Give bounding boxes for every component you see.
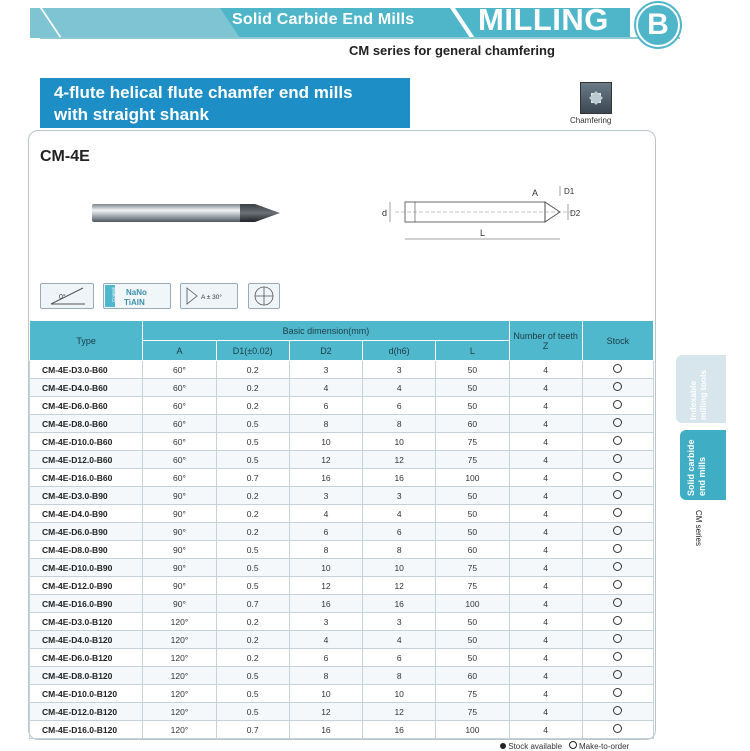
cell-d2: 3	[289, 487, 362, 505]
cell-teeth: 4	[509, 577, 582, 595]
cell-a: 120°	[143, 613, 216, 631]
cell-stock	[582, 361, 653, 379]
cell-d1: 0.5	[216, 685, 289, 703]
cell-stock	[582, 415, 653, 433]
cell-l: 50	[436, 361, 509, 379]
drawing-label-d: d	[382, 208, 388, 218]
cell-d1: 0.5	[216, 415, 289, 433]
cell-d: 10	[363, 433, 436, 451]
cell-teeth: 4	[509, 559, 582, 577]
cell-teeth: 4	[509, 649, 582, 667]
cell-type: CM-4E-D12.0-B60	[30, 451, 143, 469]
cell-l: 60	[436, 667, 509, 685]
cell-d1: 0.5	[216, 433, 289, 451]
cell-teeth: 4	[509, 541, 582, 559]
chamfering-icon	[580, 82, 612, 114]
cell-l: 50	[436, 523, 509, 541]
cell-d: 10	[363, 559, 436, 577]
cell-d2: 8	[289, 667, 362, 685]
make-to-order-icon	[613, 634, 622, 643]
cell-type: CM-4E-D12.0-B90	[30, 577, 143, 595]
cell-d2: 12	[289, 451, 362, 469]
make-to-order-icon	[613, 580, 622, 589]
cell-type: CM-4E-D16.0-B60	[30, 469, 143, 487]
table-row	[30, 559, 654, 577]
cell-stock	[582, 523, 653, 541]
cell-a: 90°	[143, 505, 216, 523]
tolerance-icon	[180, 283, 238, 309]
make-to-order-icon	[613, 670, 622, 679]
cell-stock	[582, 379, 653, 397]
table-row	[30, 577, 654, 595]
cell-teeth: 4	[509, 487, 582, 505]
cell-type: CM-4E-D16.0-B120	[30, 721, 143, 739]
cell-teeth: 4	[509, 595, 582, 613]
cell-teeth: 4	[509, 379, 582, 397]
make-to-order-icon	[613, 688, 622, 697]
cell-teeth: 4	[509, 469, 582, 487]
coating-tialn-text: TiAlN	[124, 298, 145, 307]
cell-stock	[582, 433, 653, 451]
cell-d: 8	[363, 541, 436, 559]
cell-teeth: 4	[509, 667, 582, 685]
cell-stock	[582, 667, 653, 685]
cell-type: CM-4E-D6.0-B60	[30, 397, 143, 415]
table-row	[30, 667, 654, 685]
cell-d2: 4	[289, 505, 362, 523]
cell-d: 16	[363, 721, 436, 739]
cell-a: 90°	[143, 559, 216, 577]
header-a: A	[143, 341, 216, 361]
cell-type: CM-4E-D4.0-B60	[30, 379, 143, 397]
cell-a: 120°	[143, 721, 216, 739]
banner-line1: 4-flute helical flute chamfer end mills	[54, 83, 353, 102]
table-row	[30, 595, 654, 613]
cell-d1: 0.2	[216, 379, 289, 397]
spec-table	[29, 320, 654, 739]
cell-a: 60°	[143, 361, 216, 379]
cell-type: CM-4E-D3.0-B90	[30, 487, 143, 505]
side-series-label: CM series	[694, 510, 703, 547]
cell-a: 90°	[143, 541, 216, 559]
table-row	[30, 469, 654, 487]
make-to-order-icon	[613, 382, 622, 391]
cell-d2: 10	[289, 685, 362, 703]
coating-icon	[103, 283, 171, 309]
cell-d1: 0.7	[216, 721, 289, 739]
header-title: Solid Carbide End Mills	[232, 11, 415, 28]
header-teeth: Number of teeth Z	[509, 321, 582, 361]
cell-type: CM-4E-D10.0-B60	[30, 433, 143, 451]
cell-d: 3	[363, 613, 436, 631]
make-to-order-icon	[613, 526, 622, 535]
cell-stock	[582, 595, 653, 613]
cell-d2: 6	[289, 649, 362, 667]
cell-d1: 0.7	[216, 469, 289, 487]
header-basic-dimension: Basic dimension(mm)	[143, 321, 509, 341]
cell-l: 100	[436, 595, 509, 613]
header-d2: D2	[289, 341, 362, 361]
cell-d: 16	[363, 595, 436, 613]
cell-a: 120°	[143, 649, 216, 667]
coating-side-text: Coated	[111, 287, 116, 302]
cell-teeth: 4	[509, 685, 582, 703]
cell-type: CM-4E-D16.0-B90	[30, 595, 143, 613]
table-row	[30, 379, 654, 397]
cell-stock	[582, 649, 653, 667]
cell-a: 90°	[143, 523, 216, 541]
tolerance-value: A ± 30°	[201, 294, 222, 301]
drawing-label-l: L	[480, 228, 486, 238]
cell-d: 12	[363, 703, 436, 721]
cell-l: 50	[436, 487, 509, 505]
cell-a: 120°	[143, 703, 216, 721]
cell-l: 75	[436, 451, 509, 469]
drawing-label-a: A	[532, 188, 539, 198]
table-row	[30, 613, 654, 631]
cell-d: 6	[363, 649, 436, 667]
cell-l: 75	[436, 703, 509, 721]
cell-a: 60°	[143, 415, 216, 433]
cell-teeth: 4	[509, 523, 582, 541]
cell-d2: 6	[289, 523, 362, 541]
spec-table-body	[30, 361, 654, 739]
cell-d1: 0.5	[216, 703, 289, 721]
cell-a: 120°	[143, 685, 216, 703]
model-name: CM-4E	[40, 148, 90, 165]
make-to-order-icon	[613, 400, 622, 409]
cell-stock	[582, 613, 653, 631]
cell-stock	[582, 451, 653, 469]
make-to-order-icon	[613, 544, 622, 553]
cell-d1: 0.5	[216, 541, 289, 559]
cell-teeth: 4	[509, 703, 582, 721]
cell-d1: 0.5	[216, 451, 289, 469]
cell-teeth: 4	[509, 415, 582, 433]
cell-type: CM-4E-D3.0-B60	[30, 361, 143, 379]
table-row	[30, 649, 654, 667]
table-row	[30, 487, 654, 505]
stock-available-icon	[500, 743, 506, 749]
cell-d: 6	[363, 397, 436, 415]
table-row	[30, 523, 654, 541]
cell-type: CM-4E-D8.0-B120	[30, 667, 143, 685]
cell-d: 8	[363, 667, 436, 685]
four-flute-icon	[248, 283, 280, 309]
banner-line2: with straight shank	[54, 105, 209, 124]
cell-type: CM-4E-D8.0-B60	[30, 415, 143, 433]
cell-stock	[582, 685, 653, 703]
cell-stock	[582, 469, 653, 487]
cell-l: 50	[436, 505, 509, 523]
cell-stock	[582, 559, 653, 577]
cell-d2: 10	[289, 433, 362, 451]
cell-stock	[582, 541, 653, 559]
cell-a: 90°	[143, 595, 216, 613]
make-to-order-icon	[569, 741, 577, 749]
cell-a: 120°	[143, 667, 216, 685]
table-row	[30, 703, 654, 721]
side-tab-indexable-label: Indexable milling tools	[688, 369, 708, 420]
cell-d: 10	[363, 685, 436, 703]
cell-d: 4	[363, 379, 436, 397]
make-to-order-icon	[613, 508, 622, 517]
cell-stock	[582, 487, 653, 505]
make-to-order-icon	[613, 706, 622, 715]
cell-type: CM-4E-D4.0-B120	[30, 631, 143, 649]
helix-angle-value: 0°	[59, 294, 66, 301]
cell-d2: 4	[289, 631, 362, 649]
cell-l: 60	[436, 415, 509, 433]
cell-a: 60°	[143, 397, 216, 415]
chamfering-label: Chamfering	[570, 116, 612, 125]
cell-type: CM-4E-D10.0-B120	[30, 685, 143, 703]
cell-teeth: 4	[509, 451, 582, 469]
cell-stock	[582, 505, 653, 523]
cell-d2: 4	[289, 379, 362, 397]
stock-available-label: Stock available	[508, 742, 563, 751]
cell-type: CM-4E-D6.0-B120	[30, 649, 143, 667]
make-to-order-icon	[613, 562, 622, 571]
cell-type: CM-4E-D4.0-B90	[30, 505, 143, 523]
cell-l: 75	[436, 577, 509, 595]
table-row	[30, 397, 654, 415]
drawing-label-d1: D1	[564, 187, 575, 196]
cell-d: 3	[363, 487, 436, 505]
cell-type: CM-4E-D3.0-B120	[30, 613, 143, 631]
header-category: MILLING	[478, 2, 609, 37]
cell-l: 50	[436, 397, 509, 415]
make-to-order-icon	[613, 454, 622, 463]
table-row	[30, 451, 654, 469]
cell-type: CM-4E-D12.0-B120	[30, 703, 143, 721]
cell-type: CM-4E-D8.0-B90	[30, 541, 143, 559]
cell-a: 60°	[143, 379, 216, 397]
make-to-order-icon	[613, 490, 622, 499]
cell-teeth: 4	[509, 433, 582, 451]
header-d: d(h6)	[363, 341, 436, 361]
cell-a: 60°	[143, 451, 216, 469]
cell-d1: 0.2	[216, 397, 289, 415]
make-to-order-icon	[613, 364, 622, 373]
cell-d2: 16	[289, 595, 362, 613]
cell-l: 50	[436, 613, 509, 631]
cell-d1: 0.2	[216, 613, 289, 631]
header-subtitle: CM series for general chamfering	[349, 43, 555, 58]
table-row	[30, 505, 654, 523]
product-banner-text	[54, 82, 414, 126]
make-to-order-label: Make-to-order	[578, 742, 630, 751]
cell-d1: 0.2	[216, 523, 289, 541]
cell-l: 60	[436, 541, 509, 559]
cell-a: 90°	[143, 577, 216, 595]
cell-d2: 12	[289, 577, 362, 595]
cell-d1: 0.5	[216, 577, 289, 595]
make-to-order-icon	[613, 652, 622, 661]
cell-d2: 3	[289, 361, 362, 379]
header-type: Type	[30, 321, 143, 361]
helix-angle-icon	[40, 283, 94, 309]
cell-l: 100	[436, 469, 509, 487]
table-row	[30, 433, 654, 451]
cell-d1: 0.5	[216, 559, 289, 577]
side-tab-solid-carbide-label: Solid carbide end mills	[686, 439, 707, 496]
table-row	[30, 721, 654, 739]
cell-d2: 12	[289, 703, 362, 721]
cell-d1: 0.2	[216, 649, 289, 667]
make-to-order-icon	[613, 436, 622, 445]
header-l: L	[436, 341, 509, 361]
cell-d1: 0.2	[216, 361, 289, 379]
table-row	[30, 631, 654, 649]
header-d1: D1(±0.02)	[216, 341, 289, 361]
cell-a: 60°	[143, 433, 216, 451]
cell-stock	[582, 631, 653, 649]
cell-type: CM-4E-D10.0-B90	[30, 559, 143, 577]
table-row	[30, 415, 654, 433]
cell-d1: 0.2	[216, 631, 289, 649]
cell-d2: 3	[289, 613, 362, 631]
cell-stock	[582, 577, 653, 595]
cell-d: 16	[363, 469, 436, 487]
cell-teeth: 4	[509, 397, 582, 415]
cell-type: CM-4E-D6.0-B90	[30, 523, 143, 541]
cell-d1: 0.5	[216, 667, 289, 685]
make-to-order-icon	[613, 418, 622, 427]
cell-stock	[582, 397, 653, 415]
make-to-order-icon	[613, 598, 622, 607]
coating-nano-text: NaNo	[126, 288, 147, 297]
cell-d2: 6	[289, 397, 362, 415]
cell-d: 3	[363, 361, 436, 379]
cell-l: 75	[436, 685, 509, 703]
cell-d2: 8	[289, 415, 362, 433]
cell-l: 75	[436, 559, 509, 577]
make-to-order-icon	[613, 472, 622, 481]
cell-stock	[582, 721, 653, 739]
cell-d1: 0.2	[216, 505, 289, 523]
cell-a: 90°	[143, 487, 216, 505]
cell-l: 50	[436, 649, 509, 667]
cell-teeth: 4	[509, 721, 582, 739]
cell-d2: 8	[289, 541, 362, 559]
cell-teeth: 4	[509, 631, 582, 649]
drawing-label-d2: D2	[570, 209, 581, 218]
cell-d2: 10	[289, 559, 362, 577]
cell-d2: 16	[289, 721, 362, 739]
cell-a: 120°	[143, 631, 216, 649]
cell-a: 60°	[143, 469, 216, 487]
header-letter-badge: B	[636, 3, 680, 47]
cell-d: 12	[363, 577, 436, 595]
tool-photo	[90, 192, 290, 232]
cell-stock	[582, 703, 653, 721]
header-stock: Stock	[582, 321, 653, 361]
make-to-order-icon	[613, 616, 622, 625]
table-row	[30, 541, 654, 559]
cell-d1: 0.7	[216, 595, 289, 613]
cell-d: 12	[363, 451, 436, 469]
cell-d: 4	[363, 631, 436, 649]
cell-teeth: 4	[509, 361, 582, 379]
cell-d: 8	[363, 415, 436, 433]
make-to-order-icon	[613, 724, 622, 733]
table-row	[30, 361, 654, 379]
cell-d1: 0.2	[216, 487, 289, 505]
cell-d: 4	[363, 505, 436, 523]
cell-teeth: 4	[509, 505, 582, 523]
cell-d: 6	[363, 523, 436, 541]
cell-teeth: 4	[509, 613, 582, 631]
cell-d2: 16	[289, 469, 362, 487]
cell-l: 100	[436, 721, 509, 739]
table-row	[30, 685, 654, 703]
cell-l: 50	[436, 631, 509, 649]
technical-drawing	[380, 184, 590, 244]
cell-l: 75	[436, 433, 509, 451]
cell-l: 50	[436, 379, 509, 397]
